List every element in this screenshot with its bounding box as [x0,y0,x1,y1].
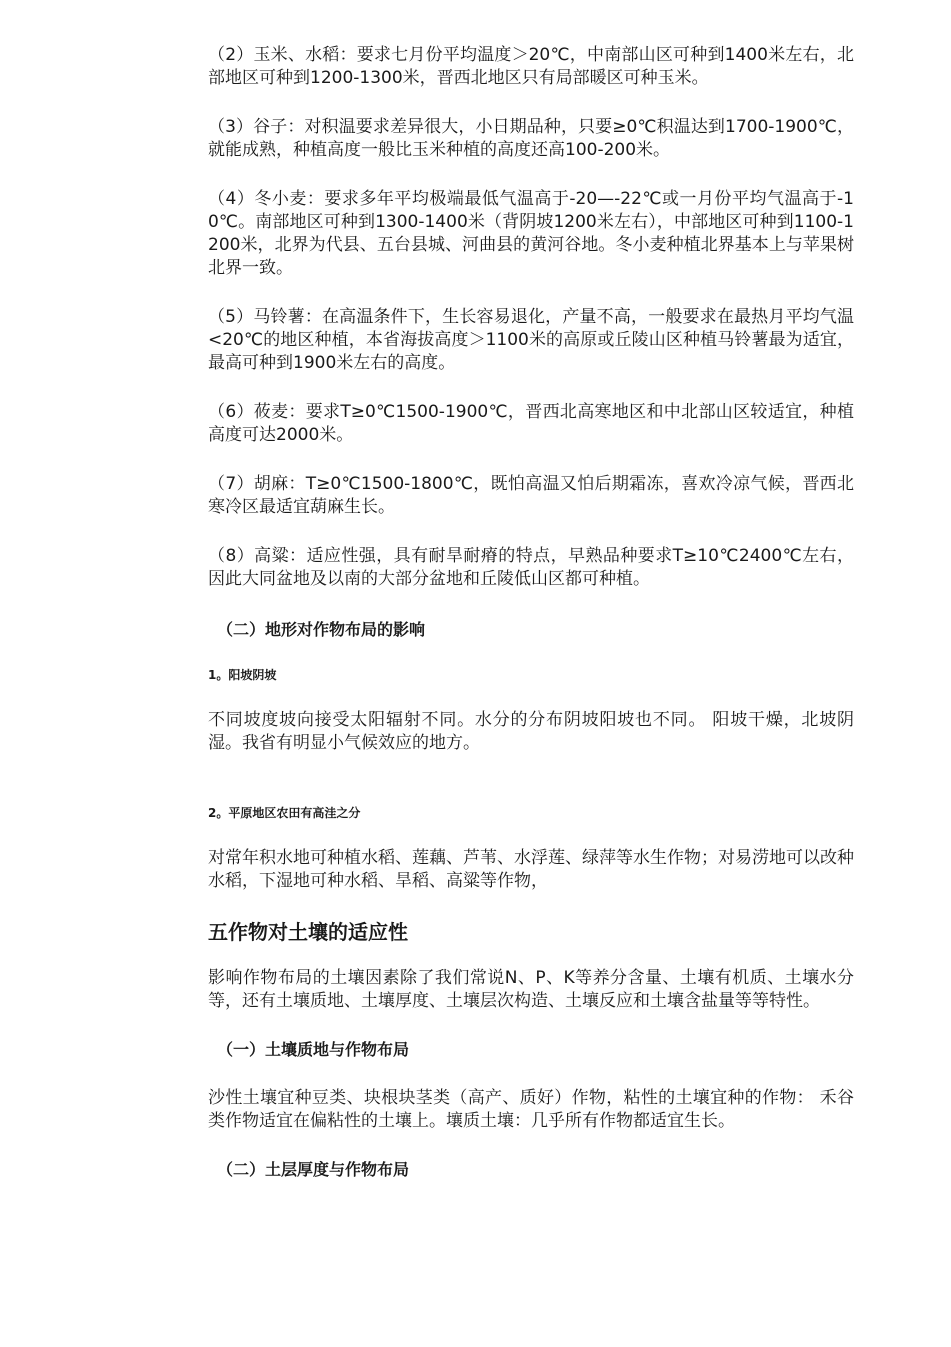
paragraph-winter-wheat: （4）冬小麦：要求多年平均极端最低气温高于-20—-22℃或一月份平均气温高于-10℃。南部地区可种到1300-1400米（背阴坡1200米左右），中部地区可种到1100-1200米，北界为代县、五台县城、河曲县的黄河谷地。冬小麦种植北界基本上与苹果树北界一致。 [208,189,854,278]
paragraph-plain: 对常年积水地可种植水稻、莲藕、芦苇、水浮莲、绿萍等水生作物；对易涝地可以改种水稻，下湿地可种水稻、旱稻、高粱等作物， [208,848,854,891]
heading-soil-depth: （二）土层厚度与作物布局 [217,1160,410,1179]
paragraph-oat: （6）莜麦：要求T≥0℃1500-1900℃，晋西北高寒地区和中北部山区较适宜，种植高度可达2000米。 [208,402,854,445]
paragraph-soil-intro: 影响作物布局的土壤因素除了我们常说N、P、K等养分含量、土壤有机质、土壤水分等，还有土壤质地、土壤厚度、土壤层次构造、土壤反应和土壤含盐量等等特性。 [208,968,854,1011]
paragraph-corn-rice: （2）玉米、水稻：要求七月份平均温度＞20℃，中南部山区可种到1400米左右，北部地区可种到1200-1300米，晋西北地区只有局部暖区可种玉米。 [208,45,854,88]
paragraph-millet: （3）谷子：对积温要求差异很大，小日期品种，只要≥0℃积温达到1700-1900℃，就能成熟，种植高度一般比玉米种植的高度还高100-200米。 [208,117,854,160]
heading-plain-farmland: 2。平原地区农田有高洼之分 [208,806,361,820]
heading-terrain: （二）地形对作物布局的影响 [217,620,426,639]
paragraph-soil-texture: 沙性土壤宜种豆类、块根块茎类（高产、质好）作物，粘性的土壤宜种的作物： 禾谷类作物适宜在偏粘性的土壤上。壤质土壤：几乎所有作物都适宜生长。 [208,1088,854,1131]
heading-soil-texture: （一）土壤质地与作物布局 [217,1040,410,1059]
heading-sunny-shady-slope: 1。阳坡阴坡 [208,668,277,682]
paragraph-potato: （5）马铃薯：在高温条件下，生长容易退化，产量不高，一般要求在最热月平均气温<20℃的地区种植，本省海拔高度＞1100米的高原或丘陵山区种植马铃薯最为适宜，最高可种到1900米左右的高度。 [208,307,854,373]
heading-soil-adaptability: 五作物对土壤的适应性 [208,920,408,944]
paragraph-flax: （7）胡麻：T≥0℃1500-1800℃，既怕高温又怕后期霜冻，喜欢冷凉气候，晋西北寒冷区最适宜葫麻生长。 [208,474,854,517]
paragraph-slope: 不同坡度坡向接受太阳辐射不同。水分的分布阴坡阳坡也不同。 阳坡干燥，北坡阴湿。我省有明显小气候效应的地方。 [208,710,854,753]
document-page [208,44,854,1181]
paragraph-sorghum: （8）高粱：适应性强，具有耐旱耐瘠的特点，早熟品种要求T≥10℃2400℃左右，因此大同盆地及以南的大部分盆地和丘陵低山区都可种植。 [208,546,854,589]
